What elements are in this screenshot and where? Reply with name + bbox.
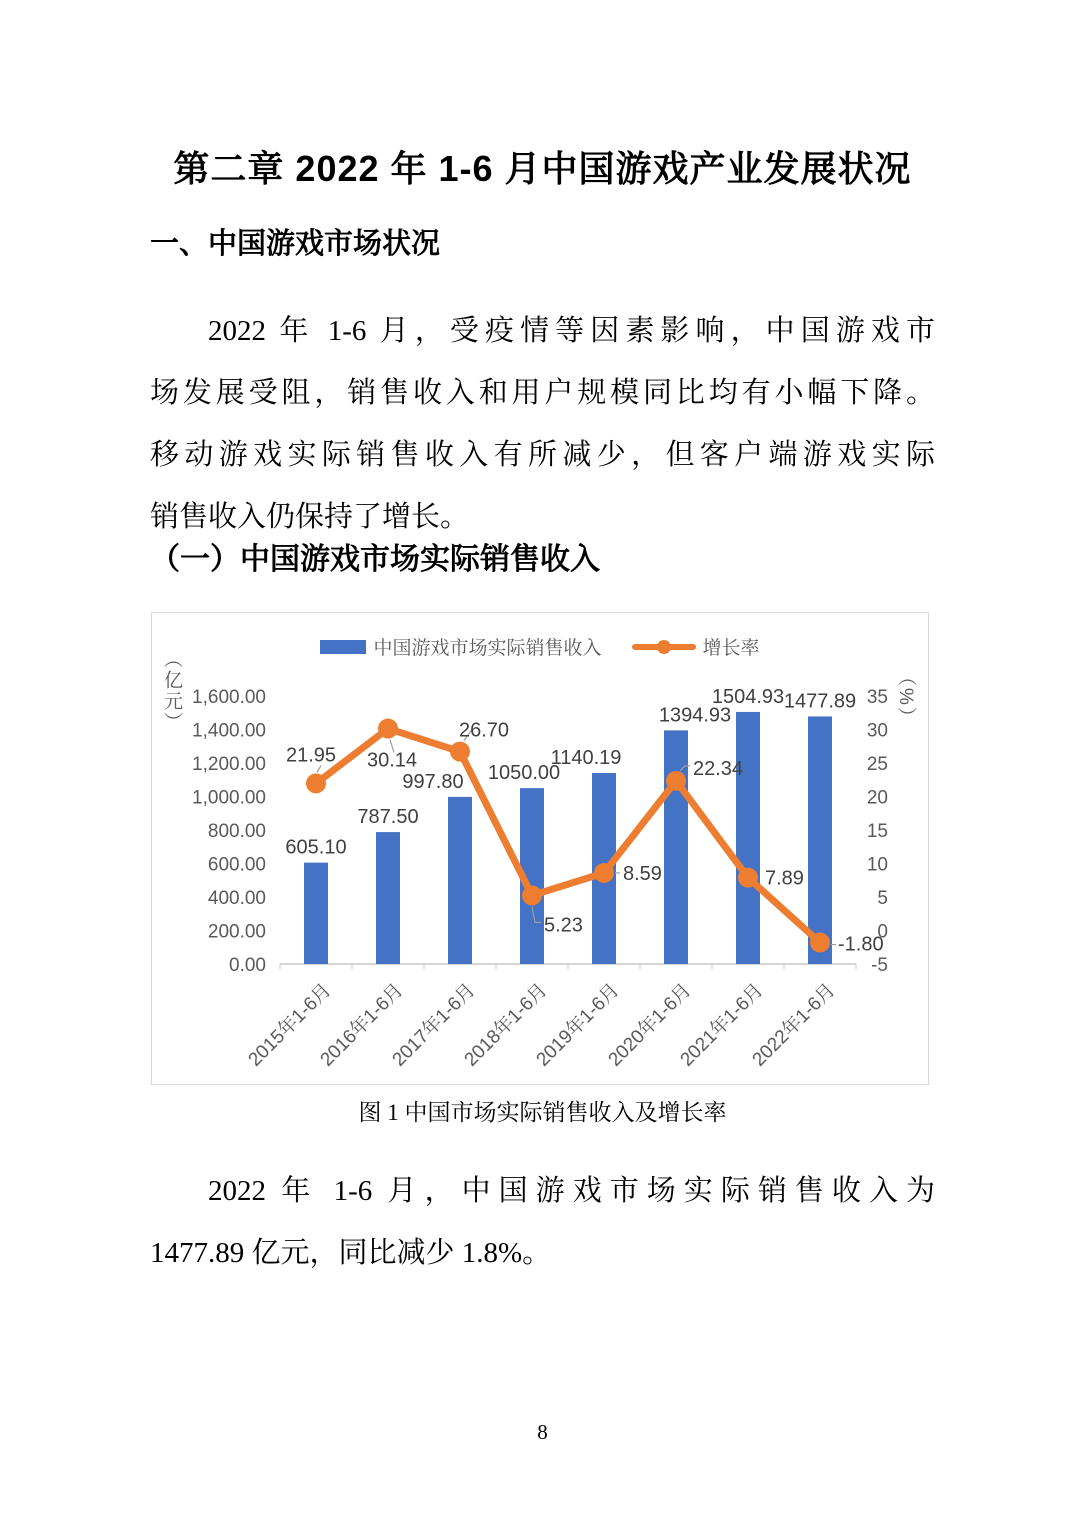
- svg-text:22.34: 22.34: [693, 757, 744, 780]
- svg-text:21.95: 21.95: [285, 744, 337, 767]
- svg-text:1394.93: 1394.93: [658, 704, 732, 727]
- legend-line-label: 增长率: [702, 638, 760, 659]
- page-number: 8: [537, 1420, 548, 1444]
- svg-text:1477.89: 1477.89: [783, 690, 857, 713]
- svg-text:0: 0: [877, 921, 888, 943]
- svg-text:10: 10: [866, 854, 888, 876]
- svg-text:1,000.00: 1,000.00: [192, 787, 266, 809]
- svg-text:605.10: 605.10: [285, 836, 347, 859]
- chapter-title: 第二章 2022 年 1-6 月中国游戏产业发展状况: [173, 148, 912, 189]
- paragraph-market-overview: [150, 300, 935, 548]
- svg-text:2021年1-6月: 2021年1-6月: [676, 979, 768, 1071]
- svg-text:2019年1-6月: 2019年1-6月: [532, 979, 624, 1071]
- svg-text:20: 20: [866, 787, 888, 809]
- svg-text:5.23: 5.23: [544, 914, 583, 937]
- paragraph-line: 2022 年 1-6 月，受疫情等因素影响，中国游戏市: [208, 315, 935, 347]
- paragraph-line: 1477.89 亿元，同比减少 1.8%。: [150, 1237, 552, 1269]
- figure-caption: 图 1 中国市场实际销售收入及增长率: [358, 1100, 727, 1125]
- svg-text:2018年1-6月: 2018年1-6月: [460, 979, 552, 1071]
- svg-text:2015年1-6月: 2015年1-6月: [244, 979, 336, 1071]
- paragraph-revenue-summary: [150, 1160, 935, 1284]
- legend-bar-label: 中国游戏市场实际销售收入: [373, 638, 602, 659]
- svg-text:1,600.00: 1,600.00: [192, 687, 266, 708]
- svg-text:1,400.00: 1,400.00: [192, 720, 266, 742]
- paragraph-line: 场发展受阻，销售收入和用户规模同比均有小幅下降。: [150, 377, 935, 409]
- paragraph-line: 2022 年 1-6 月，中国游戏市场实际销售收入为: [208, 1175, 935, 1207]
- svg-text:7.89: 7.89: [765, 867, 804, 890]
- svg-text:1050.00: 1050.00: [487, 762, 561, 785]
- svg-text:30: 30: [866, 720, 888, 742]
- svg-text:787.50: 787.50: [357, 806, 419, 829]
- svg-text:30.14: 30.14: [366, 749, 418, 772]
- svg-text:200.00: 200.00: [207, 921, 266, 943]
- svg-text:8.59: 8.59: [623, 862, 662, 885]
- svg-text:-5: -5: [871, 955, 888, 976]
- svg-text:2016年1-6月: 2016年1-6月: [316, 979, 408, 1071]
- svg-text:1,200.00: 1,200.00: [192, 754, 266, 775]
- svg-text:2022年1-6月: 2022年1-6月: [748, 979, 840, 1071]
- svg-text:5: 5: [877, 888, 888, 909]
- svg-text:400.00: 400.00: [207, 888, 266, 909]
- svg-text:997.80: 997.80: [402, 770, 464, 793]
- svg-text:0.00: 0.00: [229, 955, 266, 976]
- svg-text:2017年1-6月: 2017年1-6月: [388, 979, 480, 1071]
- svg-text:25: 25: [866, 754, 888, 775]
- svg-text:26.70: 26.70: [458, 719, 510, 742]
- svg-text:800.00: 800.00: [207, 821, 266, 842]
- svg-text:35: 35: [866, 687, 888, 708]
- svg-text:-1.80: -1.80: [838, 933, 884, 956]
- paragraph-line: 移动游戏实际销售收入有所减少，但客户端游戏实际: [150, 439, 935, 471]
- figure-sales-revenue-chart: [151, 612, 929, 1085]
- chart-plot-area: [152, 613, 928, 1084]
- subsection-heading: （一）中国游戏市场实际销售收入: [150, 543, 600, 576]
- left-axis-unit-label: （亿元）: [161, 649, 182, 733]
- section-heading: 一、中国游戏市场状况: [150, 228, 441, 260]
- right-axis-unit-label: （%）: [895, 667, 916, 728]
- paragraph-line: 销售收入仍保持了增长。: [150, 501, 470, 533]
- svg-text:1504.93: 1504.93: [711, 685, 785, 708]
- svg-text:600.00: 600.00: [207, 854, 266, 876]
- svg-text:1140.19: 1140.19: [550, 747, 622, 770]
- svg-text:2020年1-6月: 2020年1-6月: [604, 979, 696, 1071]
- svg-text:15: 15: [866, 821, 888, 842]
